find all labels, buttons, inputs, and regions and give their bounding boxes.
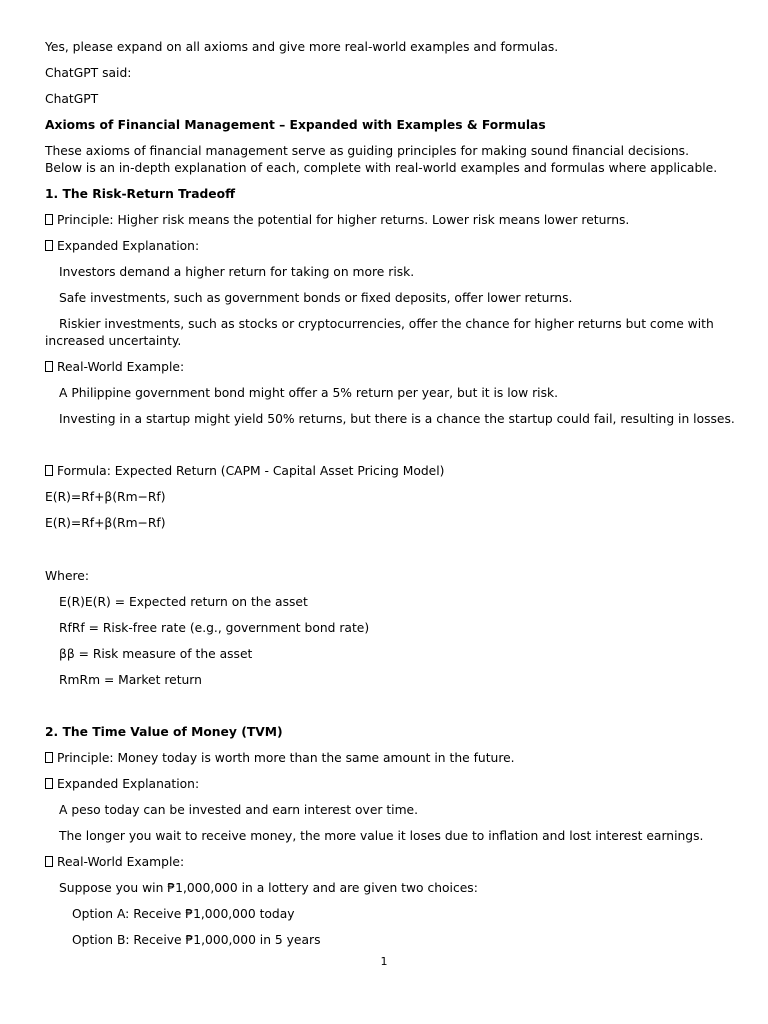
missing-glyph-icon	[45, 465, 53, 476]
option-item: Option B: Receive ₱1,000,000 in 5 years	[72, 933, 321, 947]
chatgpt-said-label: ChatGPT said:	[45, 66, 132, 80]
expanded-explanation-label: Expanded Explanation:	[45, 776, 199, 793]
explanation-item: Investors demand a higher return for taking on more risk.	[59, 265, 415, 279]
missing-glyph-icon	[45, 856, 53, 867]
real-world-example-label: Real-World Example:	[45, 359, 184, 376]
example-item: A Philippine government bond might offer a 5% return per year, but it is low risk.	[59, 386, 559, 400]
explanation-item: Safe investments, such as government bonds or fixed deposits, offer lower returns.	[59, 291, 573, 305]
missing-glyph-icon	[45, 361, 53, 372]
where-label: Where:	[45, 569, 90, 583]
principle-line: Principle: Higher risk means the potential for higher returns. Lower risk means lower returns.	[45, 212, 629, 229]
missing-glyph-icon	[45, 214, 53, 225]
real-world-example-label: Real-World Example:	[45, 854, 184, 871]
missing-glyph-icon	[45, 752, 53, 763]
page-number: 1	[380, 955, 388, 968]
section-heading-tvm: 2. The Time Value of Money (TVM)	[45, 725, 283, 739]
intro-paragraph: These axioms of financial management serve as guiding principles for making sound financial decisions. Below is an in-depth explanation of each, complete with real-world examples and formulas where applicable.	[45, 144, 718, 175]
document-title: Axioms of Financial Management – Expanded with Examples & Formulas	[45, 118, 546, 132]
explanation-item: A peso today can be invested and earn interest over time.	[59, 803, 419, 817]
explanation-item: The longer you wait to receive money, the more value it loses due to inflation and lost interest earnings.	[59, 829, 704, 843]
example-item: Investing in a startup might yield 50% returns, but there is a chance the startup could fail, resulting in losses.	[59, 412, 735, 426]
formula-line: E(R)=Rf+β(Rm−Rf)	[45, 516, 166, 530]
document-page	[45, 0, 735, 1024]
formula-label: Formula: Expected Return (CAPM - Capital Asset Pricing Model)	[45, 463, 444, 480]
section-heading-risk-return: 1. The Risk-Return Tradeoff	[45, 187, 236, 201]
explanation-item: Riskier investments, such as stocks or cryptocurrencies, offer the chance for higher returns but come with increased uncertainty.	[45, 317, 714, 348]
principle-line: Principle: Money today is worth more than the same amount in the future.	[45, 750, 515, 767]
chatgpt-label: ChatGPT	[45, 92, 99, 106]
definition-item: RfRf = Risk-free rate (e.g., government bond rate)	[59, 621, 370, 635]
user-prompt-line: Yes, please expand on all axioms and give more real-world examples and formulas.	[45, 40, 559, 54]
missing-glyph-icon	[45, 240, 53, 251]
formula-line: E(R)=Rf+β(Rm−Rf)	[45, 490, 166, 504]
expanded-explanation-label: Expanded Explanation:	[45, 238, 199, 255]
missing-glyph-icon	[45, 778, 53, 789]
definition-item: ββ = Risk measure of the asset	[59, 647, 253, 661]
option-item: Option A: Receive ₱1,000,000 today	[72, 907, 295, 921]
example-item: Suppose you win ₱1,000,000 in a lottery and are given two choices:	[59, 881, 478, 895]
definition-item: RmRm = Market return	[59, 673, 202, 687]
definition-item: E(R)E(R) = Expected return on the asset	[59, 595, 308, 609]
